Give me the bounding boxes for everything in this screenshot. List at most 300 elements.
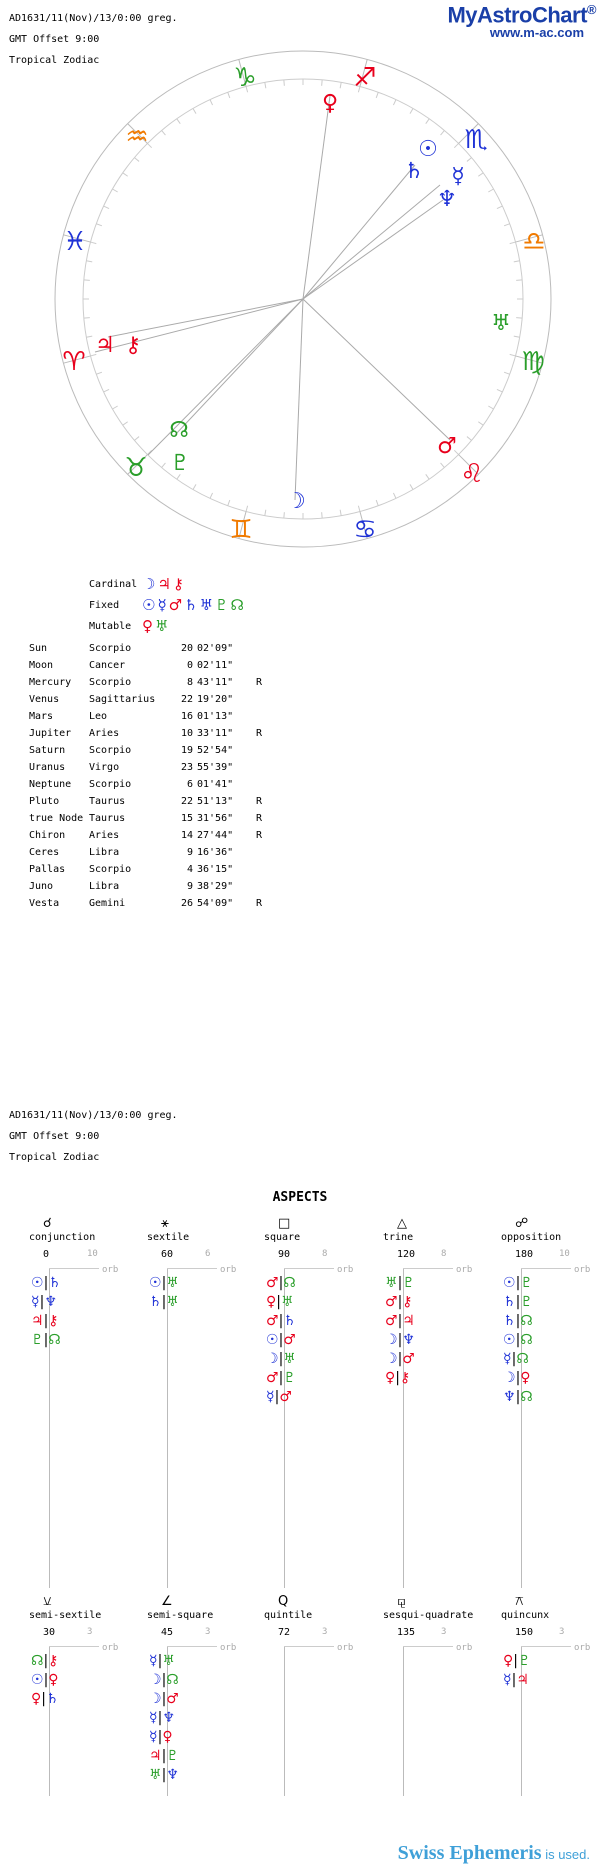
node-icon: ☊ bbox=[169, 418, 189, 443]
position-sign: Scorpio bbox=[89, 677, 132, 688]
aspect-orb-value: 10 bbox=[87, 1249, 98, 1259]
aspect-pair bbox=[31, 1274, 61, 1293]
pair-separator: | bbox=[513, 1653, 518, 1669]
aspect-orb-label: orb bbox=[574, 1265, 591, 1275]
aquarius-icon: ♒ bbox=[125, 122, 149, 152]
planet-icon: ♄ bbox=[48, 1275, 61, 1291]
aspect-pair bbox=[266, 1369, 296, 1388]
pair-separator: | bbox=[397, 1332, 403, 1348]
planet-icon: ♅ bbox=[166, 1275, 179, 1291]
position-sign: Gemini bbox=[89, 898, 126, 909]
aspect-pair bbox=[385, 1369, 415, 1388]
position-sign: Taurus bbox=[89, 796, 126, 807]
capricorn-icon: ♑ bbox=[233, 63, 257, 93]
aspect-pair bbox=[385, 1293, 415, 1312]
position-min: 33'11" bbox=[197, 728, 234, 739]
degree-tick bbox=[265, 82, 266, 88]
modality-planet-icon: ♂ bbox=[168, 596, 185, 614]
planet-icon: ♇ bbox=[31, 1332, 44, 1348]
position-deg: 22 bbox=[180, 796, 193, 807]
degree-tick bbox=[228, 500, 230, 506]
position-name: Mercury bbox=[29, 677, 72, 688]
planet-icon: ♂ bbox=[266, 1275, 279, 1291]
position-sign: Cancer bbox=[89, 660, 126, 671]
taurus-icon: ♉ bbox=[124, 453, 148, 483]
chart-wheel bbox=[0, 0, 600, 560]
modality-planet-icon: ♄ bbox=[184, 596, 200, 614]
modality-glyphs bbox=[142, 617, 170, 635]
modality-planet-icon: ♅ bbox=[155, 617, 171, 635]
aspect-pair bbox=[149, 1671, 179, 1690]
degree-tick bbox=[516, 318, 522, 319]
degree-tick bbox=[177, 119, 180, 124]
degree-tick bbox=[358, 506, 360, 512]
pair-separator: | bbox=[395, 1370, 400, 1386]
aspect-name: conjunction bbox=[29, 1232, 96, 1243]
position-sign: Virgo bbox=[89, 762, 120, 773]
modality-planet-icon: ☊ bbox=[230, 596, 246, 614]
aspect-pair bbox=[149, 1728, 179, 1747]
planet-icon: ♄ bbox=[283, 1313, 296, 1329]
modality-planet-icon: ☽ bbox=[142, 575, 158, 593]
degree-tick bbox=[210, 493, 213, 498]
degree-tick bbox=[467, 437, 472, 441]
modality-planet-icon: ☉ bbox=[142, 596, 158, 614]
neptune-icon: ♆ bbox=[437, 187, 457, 212]
position-name: Moon bbox=[29, 660, 54, 671]
brand-reg: ® bbox=[586, 2, 596, 17]
aspect-pair bbox=[503, 1652, 531, 1671]
position-sign: Libra bbox=[89, 881, 120, 892]
position-name: Pallas bbox=[29, 864, 66, 875]
planet-icon: ☉ bbox=[503, 1332, 516, 1348]
planet-icon: ♃ bbox=[402, 1313, 415, 1329]
pair-separator: | bbox=[41, 1691, 46, 1707]
degree-tick bbox=[284, 80, 285, 86]
planet-icon: ☽ bbox=[385, 1332, 398, 1348]
planet-icon: ☊ bbox=[520, 1313, 533, 1329]
position-name: Venus bbox=[29, 694, 60, 705]
degree-tick bbox=[497, 206, 502, 209]
aspect-degree: 60 bbox=[161, 1249, 174, 1260]
modality-planet-icon: ♀ bbox=[142, 617, 155, 635]
degree-tick bbox=[410, 484, 413, 489]
aspect-degree: 30 bbox=[43, 1627, 56, 1638]
aspect-pair bbox=[149, 1652, 179, 1671]
pluto-icon: ♇ bbox=[170, 451, 190, 476]
aspect-symbol-icon: ⚺ bbox=[43, 1594, 52, 1609]
degree-tick bbox=[246, 506, 248, 512]
planet-icon: ☊ bbox=[31, 1653, 44, 1669]
pair-separator: | bbox=[278, 1313, 284, 1329]
uranus-icon: ♅ bbox=[491, 311, 511, 336]
planet-icon: ♃ bbox=[31, 1313, 44, 1329]
planet-icon: ♀ bbox=[162, 1729, 173, 1745]
degree-tick bbox=[86, 336, 92, 337]
aspect-name: semi-sextile bbox=[29, 1610, 102, 1621]
aspect-pairs bbox=[149, 1652, 179, 1785]
degree-tick bbox=[478, 173, 483, 176]
aspect-symbol-icon: ∠ bbox=[161, 1594, 173, 1609]
aspect-pair bbox=[31, 1652, 59, 1671]
aspect-orb-label: orb bbox=[337, 1643, 354, 1653]
planet-icon: ♅ bbox=[280, 1294, 294, 1310]
position-name: Sun bbox=[29, 643, 48, 654]
degree-tick bbox=[467, 158, 472, 162]
mercury-icon: ☿ bbox=[451, 164, 465, 189]
aspect-degree: 135 bbox=[397, 1627, 416, 1638]
aspect-orb-label: orb bbox=[337, 1265, 354, 1275]
aspect-lines bbox=[95, 96, 450, 500]
degree-tick bbox=[376, 500, 378, 506]
aspect-pair bbox=[266, 1274, 296, 1293]
aspect-pair bbox=[31, 1293, 61, 1312]
aspect-pair bbox=[385, 1312, 415, 1331]
aspect-degree: 180 bbox=[515, 1249, 534, 1260]
position-sign: Taurus bbox=[89, 813, 126, 824]
aspect-name: opposition bbox=[501, 1232, 562, 1243]
aspect-orb-scale bbox=[403, 1646, 453, 1647]
position-deg: 20 bbox=[180, 643, 193, 654]
sagittarius-icon: ♐ bbox=[353, 63, 377, 93]
position-r: R bbox=[256, 813, 263, 824]
brand-url[interactable]: www.m-ac.com bbox=[489, 25, 584, 41]
aspect-pair bbox=[31, 1312, 61, 1331]
aspects-title: ASPECTS bbox=[272, 1190, 328, 1205]
chiron-icon: ⚷ bbox=[124, 333, 142, 358]
aspect-pair bbox=[149, 1766, 179, 1785]
degree-tick bbox=[497, 389, 502, 392]
planet-icon: ☊ bbox=[520, 1389, 533, 1405]
zodiac-type: Tropical Zodiac bbox=[9, 55, 100, 66]
aspect-degree: 72 bbox=[278, 1627, 291, 1638]
position-min: 02'09" bbox=[197, 643, 234, 654]
position-sign: Libra bbox=[89, 847, 120, 858]
degree-tick bbox=[441, 130, 445, 135]
aspect-pairs bbox=[503, 1652, 531, 1690]
sign-glyphs bbox=[62, 63, 545, 545]
swiss-ephemeris-credit[interactable] bbox=[398, 1842, 590, 1865]
planet-icon: ♂ bbox=[283, 1332, 296, 1348]
planet-icon: ♂ bbox=[279, 1389, 292, 1405]
degree-tick bbox=[228, 92, 230, 98]
degree-tick bbox=[514, 336, 520, 337]
degree-tick bbox=[104, 389, 109, 392]
planet-icon: ♃ bbox=[516, 1672, 529, 1688]
position-deg: 0 bbox=[186, 660, 193, 671]
aspect-pair bbox=[266, 1350, 296, 1369]
aspect-degree: 150 bbox=[515, 1627, 534, 1638]
position-sign: Aries bbox=[89, 728, 120, 739]
pair-separator: | bbox=[39, 1294, 45, 1310]
aspect-orb-value: 3 bbox=[87, 1627, 93, 1637]
planet-icon: ♆ bbox=[44, 1294, 57, 1310]
planet-icon: ⚷ bbox=[48, 1313, 59, 1329]
position-sign: Scorpio bbox=[89, 643, 132, 654]
planet-icon: ♅ bbox=[162, 1653, 175, 1669]
aspect-axis bbox=[284, 1646, 285, 1796]
aspect-orb-scale bbox=[284, 1646, 334, 1647]
position-name: Pluto bbox=[29, 796, 60, 807]
modality-planet-icon: ☿ bbox=[157, 596, 169, 614]
position-sign: Leo bbox=[89, 711, 108, 722]
planet-icon: ♂ bbox=[385, 1313, 398, 1329]
planet-icon: ☉ bbox=[31, 1672, 44, 1688]
planet-icon: ♀ bbox=[385, 1370, 396, 1386]
jupiter-icon: ♃ bbox=[95, 333, 115, 358]
planet-icon: ☉ bbox=[266, 1332, 279, 1348]
aspect-name: sextile bbox=[147, 1232, 190, 1243]
aspect-degree: 120 bbox=[397, 1249, 416, 1260]
planet-icon: ☉ bbox=[149, 1275, 162, 1291]
degree-tick bbox=[193, 484, 196, 489]
position-name: Neptune bbox=[29, 779, 72, 790]
modality-glyphs bbox=[142, 596, 246, 614]
planet-icon: ☊ bbox=[516, 1351, 529, 1367]
gmt-offset: GMT Offset 9:00 bbox=[9, 34, 100, 45]
position-name: Mars bbox=[29, 711, 54, 722]
aspect-pair bbox=[503, 1331, 533, 1350]
planet-icon: ♀ bbox=[31, 1691, 42, 1707]
planet-icon: ☉ bbox=[503, 1275, 516, 1291]
aspect-orb-label: orb bbox=[220, 1643, 237, 1653]
planet-icon: ☽ bbox=[385, 1351, 398, 1367]
planet-icon: ♄ bbox=[45, 1691, 59, 1707]
position-deg: 22 bbox=[180, 694, 193, 705]
position-deg: 23 bbox=[180, 762, 193, 773]
position-r: R bbox=[256, 830, 263, 841]
pair-separator: | bbox=[43, 1653, 49, 1669]
planet-icon: ♇ bbox=[517, 1653, 531, 1669]
planet-icon: ⚷ bbox=[48, 1653, 59, 1669]
planet-icon: ♇ bbox=[520, 1294, 533, 1310]
degree-tick bbox=[86, 261, 92, 262]
aspect-degree: 0 bbox=[43, 1249, 50, 1260]
position-r: R bbox=[256, 677, 263, 688]
degree-tick bbox=[426, 119, 429, 124]
planet-icon: ♄ bbox=[149, 1294, 162, 1310]
aspect-orb-value: 3 bbox=[441, 1627, 447, 1637]
planet-icon: ☽ bbox=[503, 1370, 516, 1386]
pair-separator: | bbox=[157, 1729, 163, 1745]
position-r: R bbox=[256, 898, 263, 909]
aspect-pair bbox=[503, 1369, 533, 1388]
degree-tick bbox=[162, 130, 166, 135]
aspect-pair bbox=[31, 1331, 61, 1350]
degree-tick bbox=[123, 173, 128, 176]
aspect-orb-label: orb bbox=[456, 1643, 473, 1653]
libra-icon: ♎ bbox=[522, 227, 546, 257]
aspect-orb-scale bbox=[49, 1646, 99, 1647]
position-min: 31'56" bbox=[197, 813, 234, 824]
position-min: 19'20" bbox=[197, 694, 234, 705]
position-deg: 9 bbox=[186, 847, 193, 858]
planet-icon: ♅ bbox=[166, 1294, 179, 1310]
zodiac-type-2: Tropical Zodiac bbox=[9, 1152, 100, 1163]
aspect-orb-label: orb bbox=[574, 1643, 591, 1653]
aspect-orb-label: orb bbox=[220, 1265, 237, 1275]
position-deg: 9 bbox=[186, 881, 193, 892]
aspect-pair bbox=[503, 1293, 533, 1312]
pair-separator: | bbox=[515, 1294, 521, 1310]
degree-tick bbox=[393, 100, 396, 105]
aspect-orb-value: 8 bbox=[322, 1249, 328, 1259]
planet-icon: ☿ bbox=[503, 1672, 512, 1688]
planet-icon: ♄ bbox=[503, 1313, 516, 1329]
position-deg: 14 bbox=[180, 830, 193, 841]
modality-planet-icon: ♇ bbox=[215, 596, 231, 614]
pair-separator: | bbox=[161, 1691, 167, 1707]
planet-icon: ♆ bbox=[166, 1767, 179, 1783]
aspect-orb-value: 8 bbox=[441, 1249, 447, 1259]
aspect-pair bbox=[503, 1274, 533, 1293]
aspect-orb-label: orb bbox=[102, 1265, 119, 1275]
aspect-axis bbox=[167, 1268, 168, 1588]
degree-tick bbox=[410, 108, 413, 113]
position-min: 01'41" bbox=[197, 779, 234, 790]
planet-icon: ♄ bbox=[503, 1294, 516, 1310]
aries-icon: ♈ bbox=[62, 347, 86, 377]
planet-icon: ♅ bbox=[283, 1351, 296, 1367]
planet-icon: ♀ bbox=[48, 1672, 59, 1688]
aspect-orb-scale bbox=[403, 1268, 453, 1269]
degree-tick bbox=[510, 242, 516, 244]
degree-tick bbox=[504, 372, 510, 374]
planet-icon: ♇ bbox=[520, 1275, 533, 1291]
modality-label: Cardinal bbox=[89, 579, 138, 590]
aspect-name: quintile bbox=[264, 1610, 313, 1621]
position-deg: 8 bbox=[186, 677, 193, 688]
aspect-orb-value: 3 bbox=[322, 1627, 328, 1637]
planet-icon: ♀ bbox=[520, 1370, 531, 1386]
position-name: Chiron bbox=[29, 830, 66, 841]
aspect-pair bbox=[31, 1690, 59, 1709]
aspect-pair bbox=[149, 1690, 179, 1709]
pair-separator: | bbox=[515, 1275, 521, 1291]
planet-icon: ☿ bbox=[266, 1389, 275, 1405]
degree-tick bbox=[454, 143, 458, 147]
aspect-pair bbox=[385, 1274, 415, 1293]
aspect-orb-value: 3 bbox=[205, 1627, 211, 1637]
pair-separator: | bbox=[278, 1351, 284, 1367]
pair-separator: | bbox=[511, 1672, 517, 1688]
aspect-orb-value: 10 bbox=[559, 1249, 570, 1259]
pair-separator: | bbox=[278, 1370, 284, 1386]
pair-separator: | bbox=[511, 1351, 517, 1367]
planet-icon: ☊ bbox=[48, 1332, 61, 1348]
aspect-orb-value: 6 bbox=[205, 1249, 211, 1259]
gmt-offset-2: GMT Offset 9:00 bbox=[9, 1131, 100, 1142]
pair-separator: | bbox=[161, 1672, 167, 1688]
aspect-symbol-icon: Q bbox=[278, 1594, 289, 1609]
aspect-orb-scale bbox=[49, 1268, 99, 1269]
aspect-orb-value: 3 bbox=[559, 1627, 565, 1637]
aspect-pair bbox=[149, 1709, 179, 1728]
degree-tick bbox=[162, 463, 166, 468]
aspect-symbol-icon: △ bbox=[397, 1216, 407, 1231]
aspect-pairs bbox=[31, 1274, 61, 1350]
pair-separator: | bbox=[161, 1767, 167, 1783]
position-sign: Scorpio bbox=[89, 779, 132, 790]
degree-tick bbox=[134, 158, 139, 162]
aspect-pair bbox=[503, 1671, 531, 1690]
position-r: R bbox=[256, 796, 263, 807]
degree-tick bbox=[90, 242, 96, 244]
aspect-name: square bbox=[264, 1232, 301, 1243]
degree-tick bbox=[322, 80, 323, 86]
planet-icon: ♂ bbox=[266, 1370, 279, 1386]
planet-icon: ☽ bbox=[149, 1672, 162, 1688]
position-min: 38'29" bbox=[197, 881, 234, 892]
pair-separator: | bbox=[515, 1389, 521, 1405]
degree-tick bbox=[510, 354, 516, 356]
position-min: 16'36" bbox=[197, 847, 234, 858]
planet-icon: ☽ bbox=[149, 1691, 162, 1707]
pair-separator: | bbox=[274, 1389, 280, 1405]
position-name: Uranus bbox=[29, 762, 66, 773]
aspect-line bbox=[295, 299, 303, 500]
pair-separator: | bbox=[43, 1672, 49, 1688]
pair-separator: | bbox=[43, 1332, 49, 1348]
position-min: 01'13" bbox=[197, 711, 234, 722]
position-sign: Aries bbox=[89, 830, 120, 841]
planet-icon: ♅ bbox=[149, 1767, 162, 1783]
position-deg: 16 bbox=[180, 711, 193, 722]
aspect-pair bbox=[149, 1747, 179, 1766]
aspect-symbol-icon: ⚼ bbox=[397, 1594, 406, 1609]
aspect-pairs bbox=[31, 1652, 59, 1709]
saturn-icon: ♄ bbox=[404, 159, 424, 184]
position-sign: Scorpio bbox=[89, 864, 132, 875]
degree-tick bbox=[284, 512, 285, 518]
position-deg: 4 bbox=[186, 864, 193, 875]
position-name: Vesta bbox=[29, 898, 60, 909]
aspect-line bbox=[108, 299, 303, 337]
position-min: 55'39" bbox=[197, 762, 234, 773]
aspect-degree: 45 bbox=[161, 1627, 174, 1638]
position-name: Jupiter bbox=[29, 728, 72, 739]
degree-tick bbox=[84, 318, 90, 319]
degree-tick bbox=[441, 463, 445, 468]
position-min: 36'15" bbox=[197, 864, 234, 875]
modality-planet-icon: ♅ bbox=[199, 596, 216, 614]
position-name: Ceres bbox=[29, 847, 60, 858]
planet-icon: ♇ bbox=[166, 1748, 179, 1764]
aspect-pair bbox=[266, 1312, 296, 1331]
aspect-name: quincunx bbox=[501, 1610, 550, 1621]
scorpio-icon: ♏ bbox=[464, 125, 488, 155]
planet-icon: ☊ bbox=[520, 1332, 533, 1348]
position-sign: Scorpio bbox=[89, 745, 132, 756]
pair-separator: | bbox=[276, 1294, 281, 1310]
position-min: 52'54" bbox=[197, 745, 234, 756]
degree-tick bbox=[84, 280, 90, 281]
aspect-pair bbox=[149, 1274, 179, 1293]
aspect-pair bbox=[266, 1293, 296, 1312]
position-r: R bbox=[256, 728, 263, 739]
planet-icon: ♆ bbox=[402, 1332, 415, 1348]
degree-tick bbox=[340, 82, 341, 88]
aspect-line bbox=[303, 185, 440, 299]
degree-tick bbox=[322, 512, 323, 518]
aspect-pair bbox=[503, 1388, 533, 1407]
mars-icon: ♂ bbox=[437, 434, 457, 459]
pair-separator: | bbox=[161, 1275, 167, 1291]
chart-date-2: AD1631/11(Nov)/13/0:00 greg. bbox=[9, 1110, 178, 1121]
degree-tick bbox=[123, 422, 128, 425]
degree-tick bbox=[340, 510, 341, 516]
pisces-icon: ♓ bbox=[63, 227, 87, 257]
